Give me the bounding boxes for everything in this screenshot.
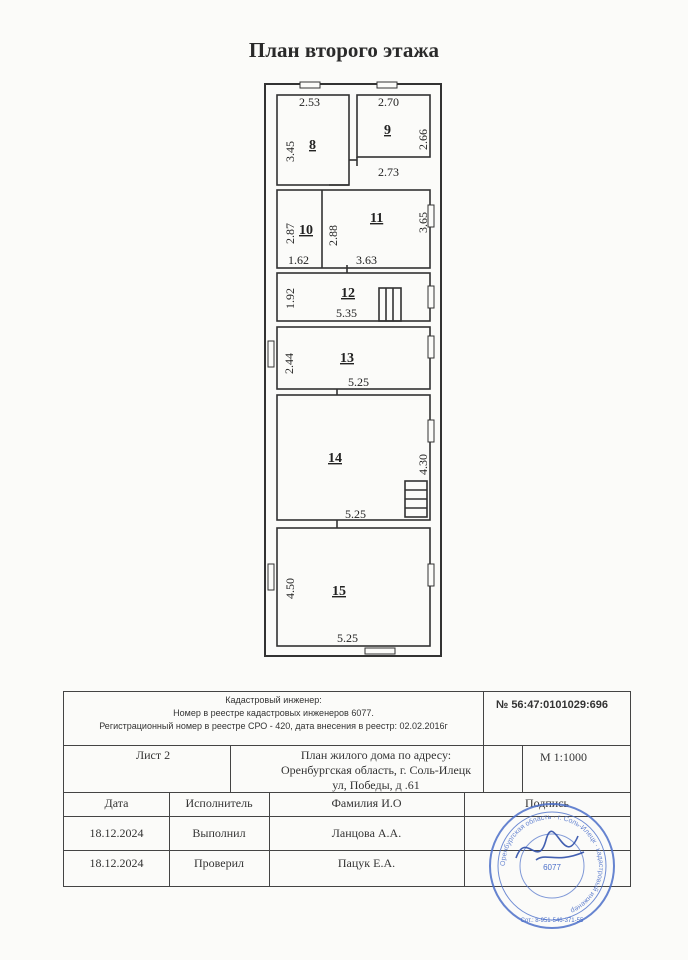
header-role: Исполнитель bbox=[185, 796, 253, 810]
engineer-registry: Номер в реестре кадастровых инженеров 6077. bbox=[173, 708, 374, 718]
room-number-13: 13 bbox=[340, 351, 354, 366]
dim-r12-height: 1.92 bbox=[283, 288, 297, 309]
stairs-14 bbox=[405, 481, 427, 517]
dim-r13-width: 5.25 bbox=[348, 375, 369, 389]
dim-r11-width: 3.63 bbox=[356, 253, 377, 267]
plan-description bbox=[230, 748, 522, 793]
signature bbox=[516, 831, 584, 860]
engineer-sro: Регистрационный номер в реестре СРО - 420, дата внесения в реестр: 02.02.2016г bbox=[99, 721, 448, 731]
room-number-12: 12 bbox=[341, 286, 355, 301]
plan-desc-line2: Оренбургская область, г. Соль-Илецк bbox=[280, 763, 472, 777]
dim-r11-height: 3.65 bbox=[416, 212, 430, 233]
window bbox=[268, 564, 274, 590]
window bbox=[377, 82, 397, 88]
header-sign: Подпись bbox=[524, 796, 570, 810]
stairs-12 bbox=[379, 288, 401, 321]
dim-r8-height: 3.45 bbox=[283, 141, 297, 162]
page-title: План второго этажа bbox=[248, 38, 440, 62]
window bbox=[428, 286, 434, 308]
window bbox=[300, 82, 320, 88]
dim-r10-height2: 2.88 bbox=[326, 225, 340, 246]
room-number-10: 10 bbox=[299, 223, 313, 238]
dim-r9-height: 2.66 bbox=[416, 129, 430, 150]
row1-role: Выполнил bbox=[192, 826, 246, 840]
scale: М 1:1000 bbox=[540, 750, 588, 764]
engineer-title: Кадастровый инженер: bbox=[225, 695, 322, 705]
dim-r8-width: 2.53 bbox=[299, 95, 320, 109]
seal-ring-text: Оренбургская область · г. Соль-Илецк · кадастровый инженер bbox=[499, 813, 605, 914]
room-number-15: 15 bbox=[332, 584, 346, 599]
plan-desc-line3: ул, Победы, д .61 bbox=[332, 778, 420, 792]
seal-stamp bbox=[486, 800, 618, 932]
header-date: Дата bbox=[104, 796, 129, 810]
cadastral-number: № 56:47:0101029:696 bbox=[496, 699, 608, 711]
row1-name: Ланцова А.А. bbox=[331, 826, 402, 840]
window bbox=[428, 336, 434, 358]
room-15-outline bbox=[277, 528, 430, 646]
sheet-number: Лист 2 bbox=[136, 748, 171, 762]
row1-date: 18.12.2024 bbox=[89, 826, 144, 840]
room-number-11: 11 bbox=[370, 211, 384, 226]
room-number-8: 8 bbox=[309, 138, 316, 153]
window bbox=[365, 648, 395, 654]
seal-number: 6077 bbox=[543, 863, 561, 872]
dim-r10-width: 1.62 bbox=[288, 253, 309, 267]
dim-r10-height: 2.87 bbox=[283, 223, 297, 244]
plan-desc-line1: План жилого дома по адресу: bbox=[300, 748, 452, 762]
room-number-14: 14 bbox=[328, 451, 342, 466]
window bbox=[268, 341, 274, 367]
row2-role: Проверил bbox=[194, 856, 244, 870]
row2-name: Пацук Е.А. bbox=[337, 856, 396, 870]
dim-r13-height: 2.44 bbox=[282, 353, 296, 374]
dim-r14-width: 5.25 bbox=[345, 507, 366, 521]
dim-r15-width: 5.25 bbox=[337, 631, 358, 645]
row2-date: 18.12.2024 bbox=[89, 856, 144, 870]
room-14-outline bbox=[277, 395, 430, 520]
window bbox=[428, 420, 434, 442]
header-name: Фамилия И.О bbox=[331, 796, 402, 810]
seal-phone: Сот.: 8-951-546-371-55 bbox=[520, 918, 584, 924]
window bbox=[428, 564, 434, 586]
dim-r12-width: 5.35 bbox=[336, 306, 357, 320]
dim-r15-height: 4.50 bbox=[283, 578, 297, 599]
dim-r9-width: 2.70 bbox=[378, 95, 399, 109]
room-number-9: 9 bbox=[384, 123, 391, 138]
dim-r14-height: 4.30 bbox=[416, 454, 430, 475]
dim-r11-top: 2.73 bbox=[378, 165, 399, 179]
